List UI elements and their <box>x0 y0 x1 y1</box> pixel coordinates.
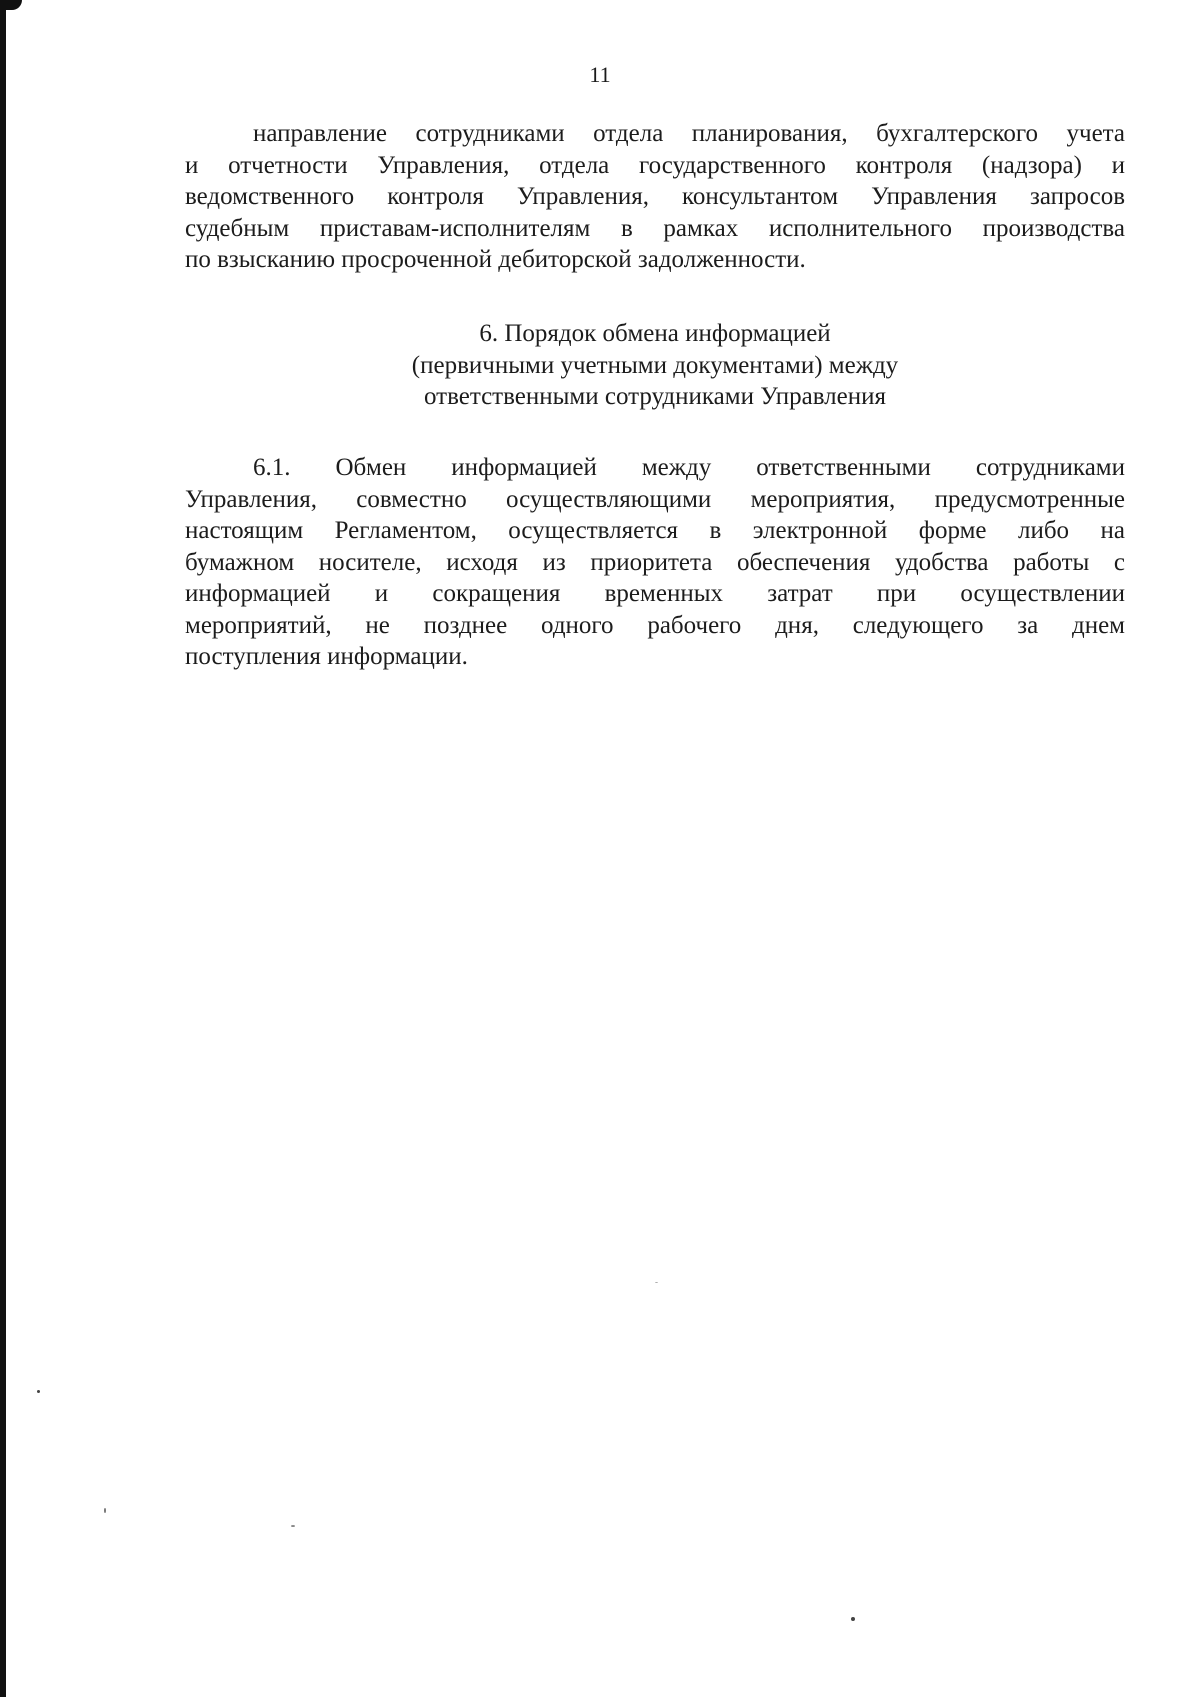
text-line: мероприятий, не позднее одного рабочего дня, следующего за днем <box>185 611 1125 639</box>
paragraph-continuation <box>185 118 1125 276</box>
section-heading <box>185 318 1125 413</box>
text-line: бумажном носителе, исходя из приоритета обеспечения удобства работы с <box>185 548 1125 576</box>
heading-line: 6. Порядок обмена информацией <box>479 320 831 347</box>
scan-speck <box>851 1617 855 1621</box>
text-line: судебным приставам-исполнителям в рамках исполнительного производства <box>185 214 1125 242</box>
text-line: направление сотрудниками отдела планирования, бухгалтерского учета <box>253 120 1125 147</box>
page-number: 11 <box>589 62 611 87</box>
text-line: ведомственного контроля Управления, консультантом Управления запросов <box>185 183 1125 210</box>
heading-line: (первичными учетными документами) между <box>411 351 899 379</box>
heading-line: ответственными сотрудниками Управления <box>423 383 887 410</box>
scan-speck <box>655 1282 658 1283</box>
text-line: Управления, совместно осуществляющими мероприятия, предусмотренные <box>185 485 1125 513</box>
text-line: поступления информации. <box>185 643 468 670</box>
text-line: 6.1. Обмен информацией между ответственными сотрудниками <box>253 454 1125 481</box>
text-line: по взысканию просроченной дебиторской задолженности. <box>185 246 806 273</box>
text-line: и отчетности Управления, отдела государственного контроля (надзора) и <box>185 151 1125 179</box>
text-line: информацией и сокращения временных затрат при осуществлении <box>185 580 1125 607</box>
scan-corner-shadow <box>0 0 22 10</box>
text-line: настоящим Регламентом, осуществляется в электронной форме либо на <box>185 517 1125 544</box>
scan-speck <box>37 1390 40 1393</box>
scan-speck <box>104 1508 106 1513</box>
scan-edge-shadow <box>0 0 6 1697</box>
scan-speck <box>291 1525 295 1527</box>
paragraph-6-1 <box>185 452 1125 673</box>
